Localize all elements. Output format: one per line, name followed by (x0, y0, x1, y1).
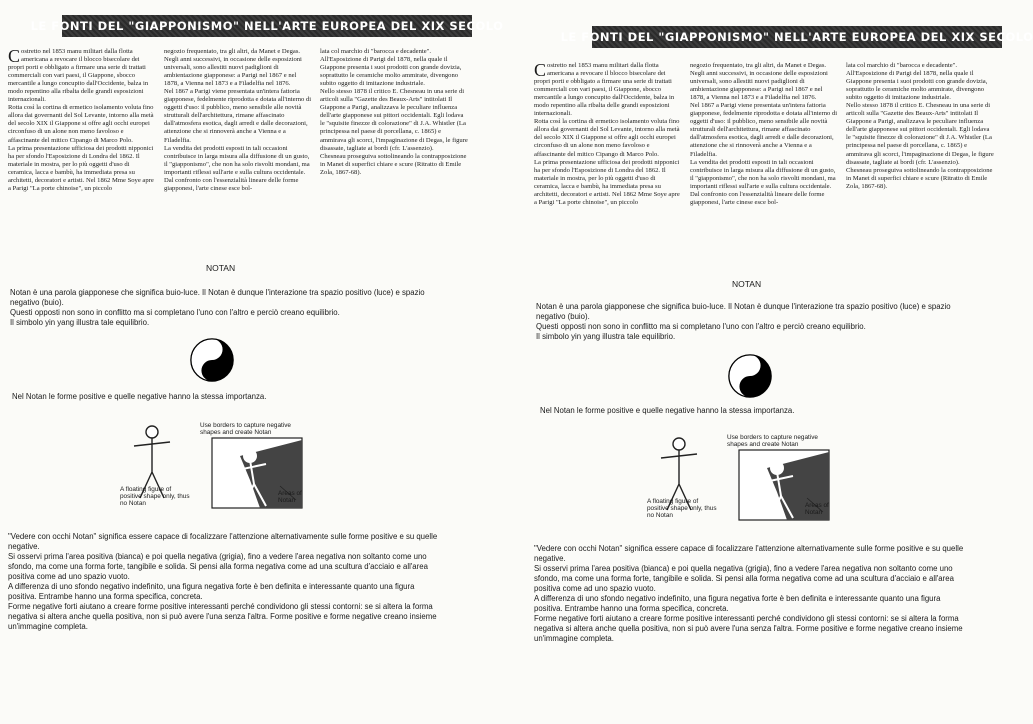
paragraph: Si osservi prima l'area positiva (bianca) e poi quella negativa (grigia), fino a vedere l'area negativa non soltanto come uno sfondo, ma come una forma forte, tangibile e solida. Si pensi alla forma negativa come ad una scultura d'acciaio e all'area positiva come ad uno spazio vuoto. (8, 552, 428, 581)
figure-label-borders: Use borders to capture negative shapes and create Notan (727, 434, 818, 449)
article-columns (8, 48, 468, 193)
paragraph: "Vedere con occhi Notan" significa essere capace di focalizzare l'attenzione alternativamente sulle forme positive e su quelle negative. (8, 532, 438, 551)
notan-outro (8, 532, 438, 632)
article-column-1 (8, 48, 156, 193)
article-text: lata col marchio di "barocca e decadente". All'Esposizione di Parigi del 1878, nella quale il Giappone presenta i suoi prodotti con grande dovizia, soprattutto le ceramiche molto ammirate, divengono subito oggetto di imitazione industriale. Nello stesso 1878 il critico E. Chesneau in una serie di articoli sulla "Gazette des Beaux-Arts" intitolati Il Giappone a Parigi, analizzava le peculiare influenza dell'arte giapponese sui pittori occidentali. Egli lodava le "squisite finezze di colorazione" di J.A. Whistler (La principessa nel paese di porcellana, c. 1865) e ammirava gli scorci, l'impaginazione di Degas, le figure disassate, tagliate ai bordi (cfr. L'assenzio). Chesneau proseguiva sottolineando la contrapposizione in Manet di superfici chiare e scure (Ritratto di Emile Zola, 1867-68). (320, 48, 468, 176)
paragraph: Notan è una parola giapponese che significa buio-luce. Il Notan è dunque l'interazione tra spazio positivo (luce) e spazio negativo (buio). (536, 302, 951, 321)
paragraph: "Vedere con occhi Notan" significa essere capace di focalizzare l'attenzione alternativamente sulle forme positive e su quelle negative. (534, 544, 964, 563)
notan-intro (10, 288, 450, 328)
paragraph: Il simbolo yin yang illustra tale equilibrio. (536, 332, 676, 341)
dropcap: C (8, 46, 21, 66)
paragraph: Forme negative forti aiutano a creare forme positive interessanti perché condividono gli stessi contorni: se si altera la forma negativa si altera anche quella positiva, non si può avere l'una senza l'altra. Forme positive e forme negative creano insieme un'immagine completa. (534, 614, 963, 643)
section-heading: NOTAN (732, 279, 762, 289)
article-column-3 (846, 62, 994, 207)
paragraph: Il simbolo yin yang illustra tale equilibrio. (10, 318, 150, 327)
notan-figure (120, 420, 320, 520)
figure-label-floating: A floating figure of positive shape only, thus no Notan (120, 486, 190, 508)
article-column-2 (690, 62, 838, 207)
article-text: ostretto nel 1853 manu militari dalla flotta americana a revocare il blocco bisecolare dei propri porti e obbligato a firmare una serie di trattati commerciali con vari paesi, il Giappone, sbocco mercantile a lungo concupito dall'Occidente, balza in modo repentino alla ribalta delle grandi esposizioni internazionali. Rotta così la cortina di ermetico isolamento voluta fino allora dai governanti del Sol Levante, intorno alla metà del secolo XIX il Giappone si offre agli occhi europei circonfuso di un alone non meno favoloso e affascinante del mitico Cipango di Marco Polo. La prima presentazione ufficiosa dei prodotti nipponici ha per sfondo l'Esposizione di Londra del 1862. Il materiale in mostra, per lo più oggetti d'uso di ceramica, lacca e bambù, ha immediata presa su architetti, decoratori e artisti. Nel 1862 Mme Soye apre a Parigi "La porte chinoise", un piccolo (8, 48, 154, 192)
paragraph: Questi opposti non sono in conflitto ma si completano l'uno con l'altro e perciò creano equilibrio. (10, 308, 340, 317)
article-column-3 (320, 48, 468, 193)
yin-yang-icon (190, 338, 234, 382)
figure-label-borders: Use borders to capture negative shapes and create Notan (200, 422, 291, 437)
banner-title: LE FONTI DEL "GIAPPONISMO" NELL'ARTE EUROPEA DEL XIX SECOLO (592, 26, 1002, 48)
paragraph: Si osservi prima l'area positiva (bianca) e poi quella negativa (grigia), fino a vedere l'area negativa non soltanto come uno sfondo, ma come una forma forte, tangibile e solida. Si pensi alla forma negativa come ad una scultura d'acciaio e all'area positiva come ad uno spazio vuoto. (534, 564, 954, 593)
notan-caption: Nel Notan le forme positive e quelle negative hanno la stessa importanza. (12, 392, 267, 401)
paragraph: A differenza di uno sfondo negativo indefinito, una figura negativa forte è ben definita e interessante quanto una figura positiva. Entrambe hanno una forma specifica, concreta. (8, 582, 415, 601)
notan-caption: Nel Notan le forme positive e quelle negative hanno la stessa importanza. (540, 406, 795, 415)
paragraph: Notan è una parola giapponese che significa buio-luce. Il Notan è dunque l'interazione tra spazio positivo (luce) e spazio negativo (buio). (10, 288, 425, 307)
notan-outro (534, 544, 966, 644)
page-right (512, 0, 1033, 724)
dropcap: C (534, 60, 547, 80)
notan-figure (647, 432, 847, 532)
article-text: negozio frequentato, tra gli altri, da Manet e Degas. Negli anni successivi, in occasione delle esposizioni universali, sono allestiti nuovi padiglioni di ambientazione giapponese: a Parigi nel 1867 e nel 1878, a Vienna nel 1873 e a Filadelfia nel 1876. Nel 1867 a Parigi viene presentata un'intera fattoria giapponese, fedelmente riprodotta e dotata all'interno di oggetti d'uso: il pubblico, meno sensibile alle novità strutturali dell'architettura, rimane affascinato dall'atmosfera esotica, dagli arredi e dalle decorazioni, attenzione che si rinnoverà anche a Vienna e a Filadelfia. La vendita dei prodotti esposti in tali occasioni contribuisce in larga misura alla diffusione di un gusto, il "giapponismo", che non ha solo risvolti mondani, ma importanti riflessi sull'arte e sulla cultura occidentale. Dal confronto con l'essenzialità lineare delle forme giapponesi, l'arte cinese esce bol- (164, 48, 312, 192)
article-text: ostretto nel 1853 manu militari dalla flotta americana a revocare il blocco bisecolare dei propri porti e obbligato a firmare una serie di trattati commerciali con vari paesi, il Giappone, sbocco mercantile a lungo concupito dall'Occidente, balza in modo repentino alla ribalta delle grandi esposizioni internazionali. Rotta così la cortina di ermetico isolamento voluta fino allora dai governanti del Sol Levante, intorno alla metà del secolo XIX il Giappone si offre agli occhi europei circonfuso di un alone non meno favoloso e affascinante del mitico Cipango di Marco Polo. La prima presentazione ufficiosa dei prodotti nipponici ha per sfondo l'Esposizione di Londra del 1862. Il materiale in mostra, per lo più oggetti d'uso di ceramica, lacca e bambù, ha immediata presa su architetti, decoratori e artisti. Nel 1862 Mme Soye apre a Parigi "La porte chinoise", un piccolo (534, 62, 680, 206)
paragraph: Questi opposti non sono in conflitto ma si completano l'uno con l'altro e perciò creano equilibrio. (536, 322, 866, 331)
yin-yang-icon (728, 354, 772, 398)
section-heading: NOTAN (206, 263, 236, 273)
banner-title: LE FONTI DEL "GIAPPONISMO" NELL'ARTE EUROPEA DEL XIX SECOLO (62, 15, 472, 37)
article-columns (534, 62, 994, 207)
paragraph: Forme negative forti aiutano a creare forme positive interessanti perché condividono gli stessi contorni: se si altera la forma negativa si altera anche quella positiva, non si può avere l'una senza l'altra. Forme positive e forme negative creano insieme un'immagine completa. (8, 602, 437, 631)
page-left (0, 0, 512, 724)
figure-label-areas: Areas of Notan (278, 490, 302, 505)
paragraph: A differenza di uno sfondo negativo indefinito, una figura negativa forte è ben definita e interessante quanto una figura positiva. Entrambe hanno una forma specifica, concreta. (534, 594, 941, 613)
figure-label-areas: Areas of Notan (805, 502, 829, 517)
article-text: negozio frequentato, tra gli altri, da Manet e Degas. Negli anni successivi, in occasione delle esposizioni universali, sono allestiti nuovi padiglioni di ambientazione giapponese: a Parigi nel 1867 e nel 1878, a Vienna nel 1873 e a Filadelfia nel 1876. Nel 1867 a Parigi viene presentata un'intera fattoria giapponese, fedelmente riprodotta e dotata all'interno di oggetti d'uso: il pubblico, meno sensibile alle novità strutturali dell'architettura, rimane affascinato dall'atmosfera esotica, dagli arredi e dalle decorazioni, attenzione che si rinnoverà anche a Vienna e a Filadelfia. La vendita dei prodotti esposti in tali occasioni contribuisce in larga misura alla diffusione di un gusto, il "giapponismo", che non ha solo risvolti mondani, ma importanti riflessi sull'arte e sulla cultura occidentale. Dal confronto con l'essenzialità lineare delle forme giapponesi, l'arte cinese esce bol- (690, 62, 838, 206)
figure-label-floating: A floating figure of positive shape only, thus no Notan (647, 498, 717, 520)
article-column-2 (164, 48, 312, 193)
article-column-1 (534, 62, 682, 207)
article-text: lata col marchio di "barocca e decadente". All'Esposizione di Parigi del 1878, nella quale il Giappone presenta i suoi prodotti con grande dovizia, soprattutto le ceramiche molto ammirate, divengono subito oggetto di imitazione industriale. Nello stesso 1878 il critico E. Chesneau in una serie di articoli sulla "Gazette des Beaux-Arts" intitolati Il Giappone a Parigi, analizzava le peculiare influenza dell'arte giapponese sui pittori occidentali. Egli lodava le "squisite finezze di colorazione" di J.A. Whistler (La principessa nel paese di porcellana, c. 1865) e ammirava gli scorci, l'impaginazione di Degas, le figure disassate, tagliate ai bordi (cfr. L'assenzio). Chesneau proseguiva sottolineando la contrapposizione in Manet di superfici chiare e scure (Ritratto di Emile Zola, 1867-68). (846, 62, 994, 190)
notan-intro (536, 302, 976, 342)
